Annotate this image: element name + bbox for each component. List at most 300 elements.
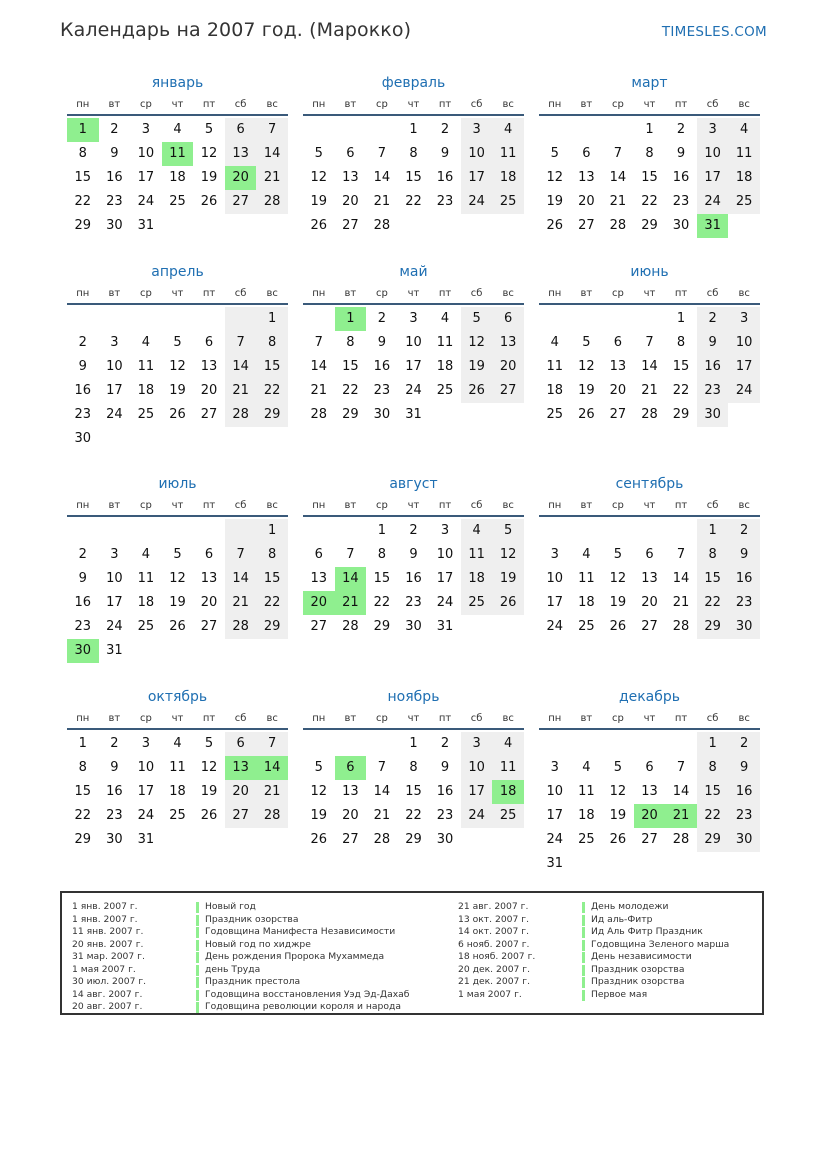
- month-name: октябрь: [147, 689, 208, 705]
- weekday-header: [303, 710, 524, 730]
- legend-row: [72, 951, 409, 964]
- day-cell: 5: [204, 736, 214, 751]
- day-cell: 28: [225, 615, 257, 639]
- weekday-label: ср: [139, 99, 152, 110]
- day-cell: 8: [697, 543, 729, 567]
- weekday-label: чт: [407, 99, 420, 110]
- day-cell: 14: [256, 142, 288, 166]
- day-cell: 15: [697, 567, 729, 591]
- legend-holiday-name: Ид Аль Фитр Праздник: [591, 926, 703, 937]
- month-name: февраль: [381, 75, 446, 91]
- empty-cell: [303, 519, 335, 543]
- day-cell: 11: [137, 359, 155, 374]
- day-cell: 8: [377, 547, 387, 562]
- day-grid: [67, 517, 288, 663]
- legend-holiday-name: Годовщина революции короля и народа: [205, 1001, 401, 1012]
- day-cell: 22: [697, 591, 729, 615]
- day-cell: 14: [641, 359, 658, 374]
- weekday-label: пт: [438, 500, 452, 511]
- day-cell: 24: [461, 190, 493, 214]
- day-cell: 1: [645, 122, 654, 137]
- holiday-day-cell: 20: [225, 166, 257, 190]
- weekday-label: ср: [375, 99, 388, 110]
- weekday-label: вс: [502, 99, 514, 110]
- weekday-label: ср: [611, 288, 624, 299]
- day-cell: 10: [106, 571, 123, 586]
- legend-date: 1 янв. 2007 г.: [72, 901, 138, 912]
- weekday-label: сб: [234, 713, 247, 724]
- day-cell: 24: [137, 194, 155, 209]
- day-cell: 30: [436, 832, 454, 847]
- day-cell: 18: [728, 166, 760, 190]
- day-cell: 2: [377, 311, 387, 326]
- day-cell: 1: [377, 523, 387, 538]
- legend-holiday-name: день Труда: [205, 963, 261, 975]
- day-cell: 18: [492, 166, 524, 190]
- weekday-label: ср: [611, 99, 624, 110]
- day-cell: 26: [609, 619, 627, 634]
- weekday-label: пн: [76, 288, 90, 299]
- day-cell: 3: [461, 732, 493, 756]
- day-cell: 9: [440, 760, 450, 775]
- day-cell: 9: [728, 756, 760, 780]
- legend-color-bar: [582, 990, 585, 1001]
- day-cell: 28: [342, 619, 359, 634]
- day-cell: 9: [728, 543, 760, 567]
- day-cell: 13: [641, 784, 658, 799]
- legend-row: [72, 914, 409, 927]
- day-cell: 13: [200, 571, 218, 586]
- legend-holiday-name: Праздник озорства: [591, 976, 685, 987]
- day-cell: 5: [461, 307, 493, 331]
- day-cell: 9: [697, 331, 729, 355]
- day-cell: 22: [256, 379, 288, 403]
- weekday-label: чт: [407, 713, 420, 724]
- day-cell: 1: [256, 307, 288, 331]
- month-10: [67, 686, 288, 852]
- day-cell: 25: [461, 591, 493, 615]
- day-cell: 13: [641, 571, 658, 586]
- day-cell: 19: [310, 808, 328, 823]
- day-cell: 27: [641, 832, 658, 847]
- weekday-label: пт: [438, 713, 452, 724]
- day-cell: 14: [225, 355, 257, 379]
- legend-color-bar: [582, 902, 585, 913]
- day-cell: 30: [106, 832, 123, 847]
- day-cell: 2: [78, 547, 87, 562]
- empty-cell: [335, 732, 367, 756]
- legend-row: [458, 976, 729, 989]
- legend-color-bar: [196, 915, 199, 926]
- month-name: июнь: [630, 264, 669, 280]
- day-cell: 23: [74, 619, 92, 634]
- day-cell: 21: [310, 383, 328, 398]
- day-cell: 20: [342, 194, 359, 209]
- day-cell: 22: [342, 383, 359, 398]
- day-cell: 19: [609, 808, 627, 823]
- weekday-label: пн: [548, 713, 562, 724]
- day-cell: 6: [204, 547, 214, 562]
- day-cell: 7: [256, 732, 288, 756]
- weekday-label: пт: [438, 288, 452, 299]
- day-cell: 3: [550, 760, 559, 775]
- day-cell: 11: [169, 760, 186, 775]
- legend-date: 18 нояб. 2007 г.: [458, 951, 536, 962]
- day-cell: 4: [582, 547, 591, 562]
- day-cell: 17: [137, 170, 155, 185]
- day-cell: 27: [310, 619, 328, 634]
- day-cell: 23: [74, 407, 92, 422]
- legend-row: [72, 989, 409, 1002]
- day-grid: [67, 305, 288, 451]
- day-cell: 11: [578, 784, 595, 799]
- legend-color-bar: [196, 952, 199, 963]
- day-cell: 8: [409, 146, 418, 161]
- day-cell: 19: [546, 194, 564, 209]
- month-6: [539, 261, 760, 427]
- day-cell: 6: [582, 146, 591, 161]
- day-cell: 16: [436, 170, 454, 185]
- day-grid: [539, 517, 760, 639]
- legend-color-bar: [582, 927, 585, 938]
- day-cell: 20: [578, 194, 595, 209]
- holiday-day-cell: 13: [225, 756, 257, 780]
- legend-color-bar: [582, 952, 585, 963]
- day-cell: 24: [436, 595, 454, 610]
- day-cell: 16: [697, 355, 729, 379]
- day-cell: 1: [697, 519, 729, 543]
- weekday-label: ср: [375, 288, 388, 299]
- empty-cell: [335, 519, 367, 543]
- weekday-label: чт: [643, 713, 656, 724]
- day-cell: 24: [546, 832, 564, 847]
- day-cell: 11: [578, 571, 595, 586]
- weekday-label: ср: [375, 500, 388, 511]
- legend-color-bar: [196, 965, 199, 976]
- day-cell: 9: [78, 359, 87, 374]
- day-cell: 2: [728, 732, 760, 756]
- day-cell: 5: [204, 122, 214, 137]
- month-7: [67, 473, 288, 663]
- day-cell: 26: [492, 591, 524, 615]
- day-cell: 23: [106, 194, 123, 209]
- weekday-label: пт: [202, 99, 216, 110]
- legend-row: [72, 901, 409, 914]
- empty-cell: [602, 519, 634, 543]
- legend-date: 1 мая 2007 г.: [72, 963, 136, 975]
- day-cell: 23: [373, 383, 391, 398]
- weekday-label: вс: [502, 288, 514, 299]
- day-cell: 24: [546, 619, 564, 634]
- month-5: [303, 261, 524, 427]
- day-cell: 25: [169, 194, 186, 209]
- day-cell: 12: [609, 784, 627, 799]
- day-cell: 7: [613, 146, 623, 161]
- day-cell: 7: [645, 335, 654, 350]
- month-11: [303, 686, 524, 852]
- legend-color-bar: [582, 977, 585, 988]
- holiday-day-cell: 20: [634, 804, 666, 828]
- day-cell: 29: [697, 615, 729, 639]
- weekday-label: вс: [502, 500, 514, 511]
- day-cell: 6: [314, 547, 323, 562]
- day-cell: 10: [697, 142, 729, 166]
- day-cell: 16: [728, 780, 760, 804]
- empty-cell: [571, 732, 603, 756]
- day-cell: 2: [440, 736, 450, 751]
- day-cell: 24: [461, 804, 493, 828]
- legend-holiday-name: Праздник озорства: [591, 963, 685, 975]
- day-cell: 1: [78, 736, 87, 751]
- day-cell: 17: [461, 166, 493, 190]
- day-cell: 13: [310, 571, 328, 586]
- day-cell: 11: [461, 543, 493, 567]
- day-cell: 3: [110, 335, 119, 350]
- day-cell: 6: [204, 335, 214, 350]
- day-cell: 12: [546, 170, 564, 185]
- legend-date: 14 авг. 2007 г.: [72, 988, 143, 1000]
- day-cell: 3: [141, 736, 151, 751]
- weekday-label: сб: [234, 288, 247, 299]
- day-cell: 14: [373, 170, 391, 185]
- day-cell: 19: [609, 595, 627, 610]
- month-name: март: [631, 75, 668, 91]
- day-cell: 10: [137, 760, 155, 775]
- day-cell: 13: [225, 142, 257, 166]
- day-cell: 20: [641, 595, 658, 610]
- day-cell: 18: [546, 383, 564, 398]
- legend-holiday-name: Ид аль-Фитр: [591, 913, 653, 925]
- legend-row: [72, 939, 409, 952]
- day-cell: 24: [137, 808, 155, 823]
- day-cell: 15: [373, 571, 391, 586]
- day-cell: 23: [728, 591, 760, 615]
- day-cell: 15: [256, 567, 288, 591]
- day-cell: 13: [578, 170, 595, 185]
- day-cell: 4: [141, 335, 151, 350]
- weekday-label: ср: [611, 500, 624, 511]
- weekday-header: [67, 497, 288, 517]
- holiday-day-cell: 31: [697, 214, 729, 238]
- day-cell: 8: [645, 146, 654, 161]
- day-cell: 16: [728, 567, 760, 591]
- day-cell: 25: [578, 619, 595, 634]
- day-cell: 6: [346, 146, 355, 161]
- day-cell: 20: [200, 595, 218, 610]
- day-cell: 25: [728, 190, 760, 214]
- day-cell: 5: [613, 760, 623, 775]
- day-cell: 7: [256, 118, 288, 142]
- day-cell: 12: [169, 571, 186, 586]
- day-cell: 26: [200, 194, 218, 209]
- weekday-label: вт: [580, 713, 593, 724]
- day-cell: 13: [200, 359, 218, 374]
- month-name: май: [399, 264, 428, 280]
- day-cell: 15: [641, 170, 658, 185]
- day-cell: 10: [461, 756, 493, 780]
- legend-row: [72, 976, 409, 989]
- day-cell: 27: [200, 407, 218, 422]
- legend-date: 1 янв. 2007 г.: [72, 913, 138, 925]
- legend-holiday-name: День молодежи: [591, 901, 669, 912]
- day-cell: 25: [492, 804, 524, 828]
- day-cell: 23: [106, 808, 123, 823]
- brand-link[interactable]: TIMESLES.COM: [661, 24, 767, 40]
- day-cell: 27: [578, 218, 595, 233]
- day-cell: 25: [137, 407, 155, 422]
- legend-row: [72, 964, 409, 977]
- day-cell: 5: [314, 760, 323, 775]
- day-cell: 5: [492, 519, 524, 543]
- empty-cell: [366, 732, 398, 756]
- empty-cell: [665, 732, 697, 756]
- legend-date: 14 окт. 2007 г.: [458, 926, 530, 937]
- empty-cell: [130, 307, 162, 331]
- day-cell: 17: [461, 780, 493, 804]
- day-cell: 15: [342, 359, 359, 374]
- day-cell: 13: [492, 331, 524, 355]
- day-cell: 22: [74, 808, 92, 823]
- holiday-day-cell: 1: [67, 118, 99, 142]
- weekday-label: чт: [643, 99, 656, 110]
- weekday-label: пт: [202, 288, 216, 299]
- day-cell: 9: [78, 571, 87, 586]
- day-cell: 9: [409, 547, 418, 562]
- day-grid: [303, 116, 524, 238]
- month-name: январь: [151, 75, 204, 91]
- weekday-label: чт: [407, 288, 420, 299]
- legend-column-right: [458, 901, 729, 1001]
- month-3: [539, 72, 760, 238]
- holiday-day-cell: 18: [492, 780, 524, 804]
- day-cell: 4: [440, 311, 450, 326]
- legend-holiday-name: Праздник озорства: [205, 913, 299, 925]
- day-cell: 5: [314, 146, 323, 161]
- day-grid: [539, 116, 760, 238]
- day-cell: 5: [613, 547, 623, 562]
- day-cell: 4: [141, 547, 151, 562]
- weekday-header: [539, 285, 760, 305]
- day-cell: 22: [672, 383, 690, 398]
- day-cell: 28: [672, 619, 690, 634]
- empty-cell: [303, 118, 335, 142]
- day-cell: 3: [728, 307, 760, 331]
- day-cell: 10: [405, 335, 422, 350]
- day-cell: 17: [546, 808, 564, 823]
- day-cell: 14: [310, 359, 328, 374]
- weekday-label: пт: [202, 713, 216, 724]
- day-cell: 30: [106, 218, 123, 233]
- day-cell: 4: [492, 732, 524, 756]
- weekday-label: пн: [312, 99, 326, 110]
- empty-cell: [99, 519, 131, 543]
- day-cell: 9: [110, 760, 119, 775]
- legend-row: [458, 951, 729, 964]
- empty-cell: [162, 307, 194, 331]
- day-cell: 16: [74, 595, 92, 610]
- day-cell: 12: [310, 784, 328, 799]
- day-cell: 10: [546, 571, 564, 586]
- day-cell: 11: [137, 571, 155, 586]
- day-cell: 16: [74, 383, 92, 398]
- weekday-label: пт: [674, 500, 688, 511]
- day-cell: 29: [74, 832, 92, 847]
- day-cell: 28: [641, 407, 658, 422]
- day-cell: 30: [405, 619, 422, 634]
- day-cell: 23: [672, 194, 690, 209]
- day-cell: 11: [728, 142, 760, 166]
- empty-cell: [162, 519, 194, 543]
- legend-holiday-name: День рождения Пророка Мухаммеда: [205, 951, 385, 962]
- day-cell: 24: [106, 407, 123, 422]
- empty-cell: [193, 307, 225, 331]
- day-cell: 17: [546, 595, 564, 610]
- month-12: [539, 686, 760, 876]
- day-cell: 28: [310, 407, 328, 422]
- day-cell: 18: [578, 595, 595, 610]
- day-cell: 21: [672, 595, 690, 610]
- weekday-label: вс: [266, 288, 278, 299]
- day-cell: 7: [377, 760, 387, 775]
- day-cell: 6: [225, 732, 257, 756]
- day-cell: 16: [436, 784, 454, 799]
- day-cell: 3: [440, 523, 450, 538]
- legend-row: [458, 914, 729, 927]
- weekday-label: пн: [76, 99, 90, 110]
- day-cell: 27: [342, 832, 359, 847]
- day-cell: 1: [409, 736, 418, 751]
- day-cell: 28: [373, 832, 391, 847]
- day-cell: 1: [409, 122, 418, 137]
- weekday-label: пн: [76, 713, 90, 724]
- day-cell: 28: [672, 832, 690, 847]
- day-cell: 21: [641, 383, 658, 398]
- legend-color-bar: [582, 940, 585, 951]
- weekday-label: чт: [171, 500, 184, 511]
- weekday-label: пн: [548, 500, 562, 511]
- day-cell: 19: [461, 355, 493, 379]
- day-cell: 14: [672, 784, 690, 799]
- weekday-label: вс: [738, 288, 750, 299]
- day-cell: 6: [225, 118, 257, 142]
- day-cell: 27: [225, 190, 257, 214]
- day-cell: 26: [169, 619, 186, 634]
- day-cell: 28: [609, 218, 627, 233]
- day-cell: 26: [169, 407, 186, 422]
- day-cell: 2: [728, 519, 760, 543]
- empty-cell: [602, 118, 634, 142]
- day-cell: 1: [256, 519, 288, 543]
- legend-holiday-name: День независимости: [591, 951, 692, 962]
- month-name: август: [389, 476, 438, 492]
- empty-cell: [67, 519, 99, 543]
- day-cell: 16: [106, 784, 123, 799]
- day-cell: 26: [310, 832, 328, 847]
- legend-date: 13 окт. 2007 г.: [458, 913, 530, 925]
- day-cell: 21: [373, 808, 391, 823]
- day-cell: 30: [728, 615, 760, 639]
- day-cell: 5: [173, 547, 182, 562]
- legend-column-left: [72, 901, 409, 1014]
- day-cell: 2: [697, 307, 729, 331]
- day-cell: 5: [582, 335, 591, 350]
- day-cell: 18: [461, 567, 493, 591]
- day-cell: 20: [200, 383, 218, 398]
- legend-color-bar: [196, 940, 199, 951]
- day-cell: 24: [728, 379, 760, 403]
- empty-cell: [602, 732, 634, 756]
- day-cell: 5: [550, 146, 559, 161]
